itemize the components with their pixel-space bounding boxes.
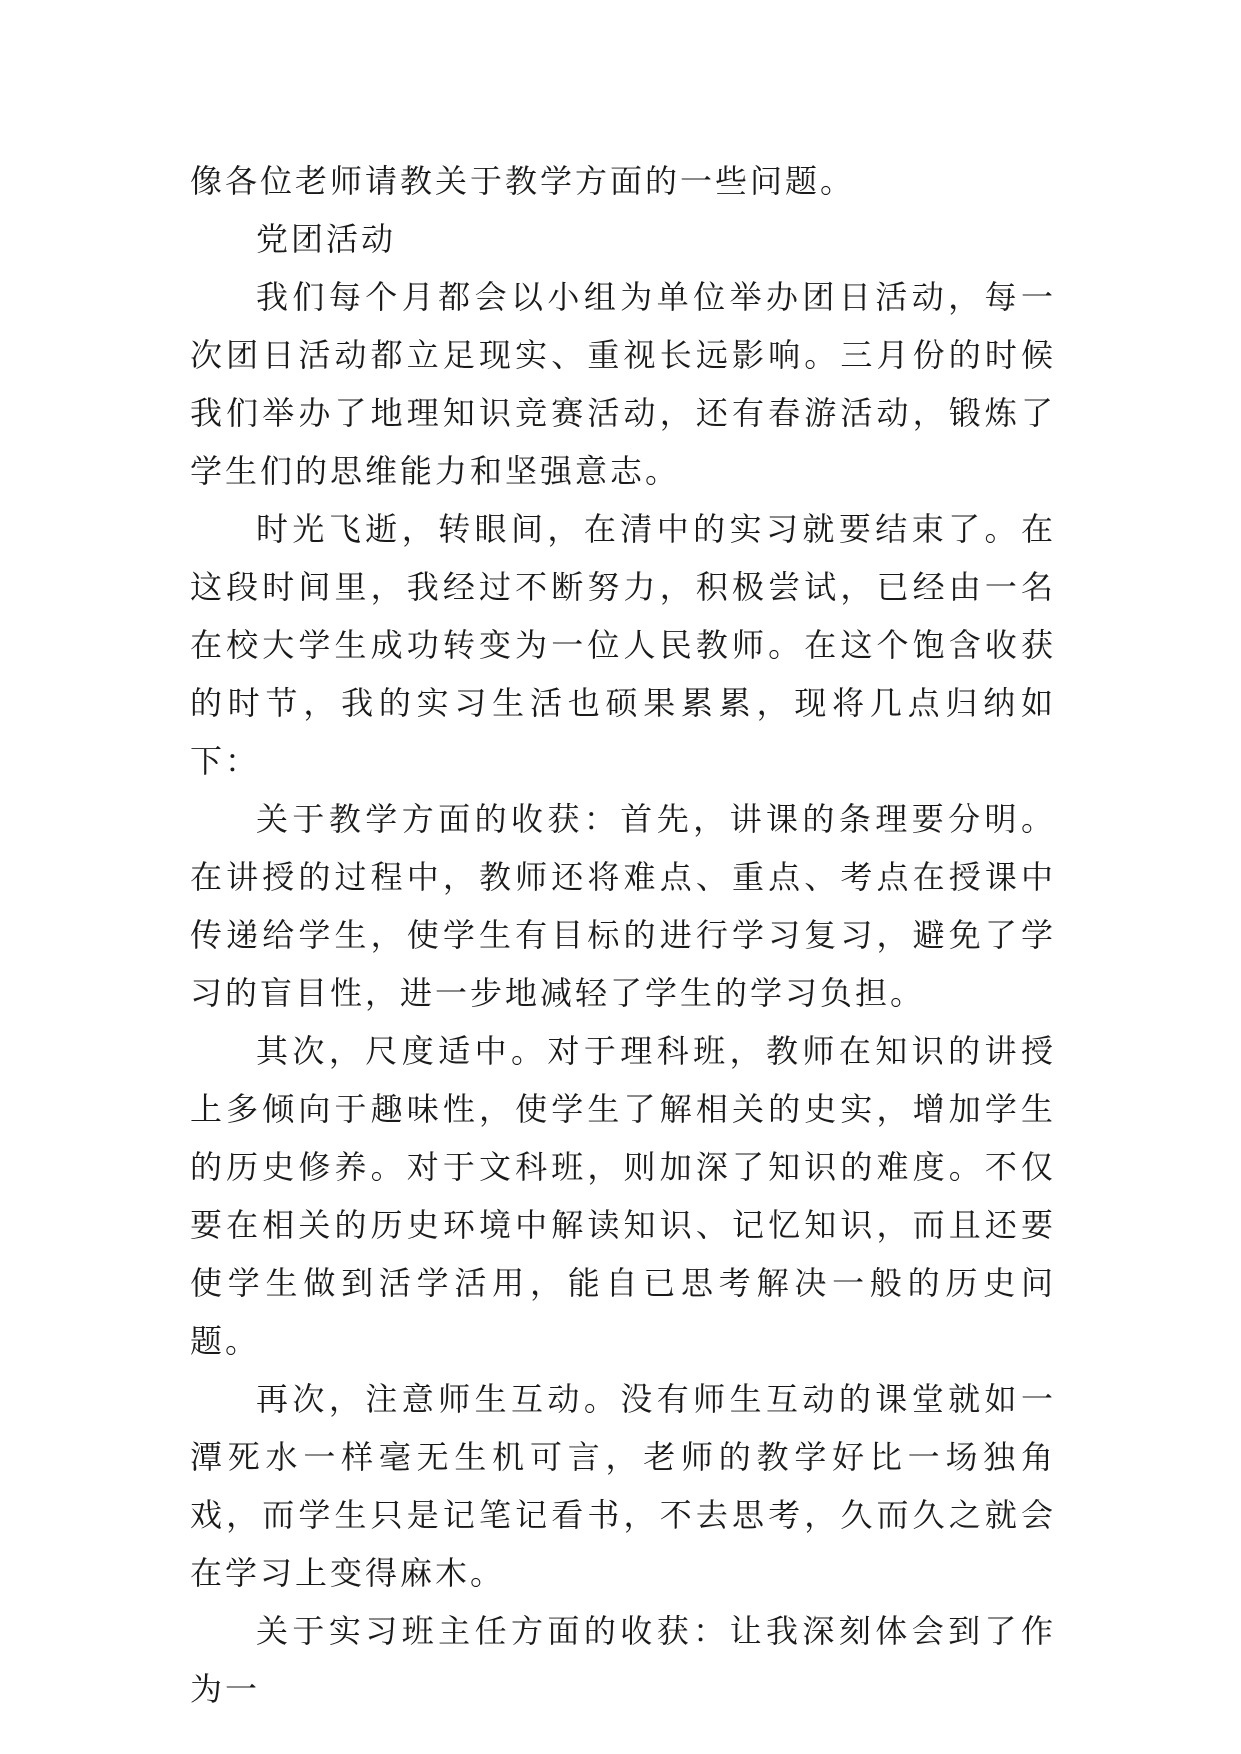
paragraph-internship-summary: 时光飞逝，转眼间，在清中的实习就要结束了。在这段时间里，我经过不断努力，积极尝试，已经由一名在校大学生成功转变为一位人民教师。在这个饱含收获的时节，我的实习生活也硕果累累，现将几点归纳如下： (190, 510, 1056, 780)
paragraph-teaching-gains: 关于教学方面的收获：首先，讲课的条理要分明。在讲授的过程中，教师还将难点、重点、考点在授课中传递给学生，使学生有目标的进行学习复习，避免了学习的盲目性，进一步地减轻了学生的学习负担。 (190, 800, 1056, 1012)
document-body (190, 152, 1056, 1718)
paragraph-league-activities: 我们每个月都会以小组为单位举办团日活动，每一次团日活动都立足现实、重视长远影响。三月份的时候我们举办了地理知识竞赛活动，还有春游活动，锻炼了学生们的思维能力和坚强意志。 (190, 278, 1056, 490)
paragraph-moderate-scale: 其次，尺度适中。对于理科班，教师在知识的讲授上多倾向于趣味性，使学生了解相关的史实，增加学生的历史修养。对于文科班，则加深了知识的难度。不仅要在相关的历史环境中解读知识、记忆知识，而且还要使学生做到活学活用，能自已思考解决一般的历史问题。 (190, 1032, 1056, 1360)
paragraph-interaction: 再次，注意师生互动。没有师生互动的课堂就如一潭死水一样毫无生机可言，老师的教学好比一场独角戏，而学生只是记笔记看书，不去思考，久而久之就会在学习上变得麻木。 (190, 1380, 1056, 1592)
paragraph-head-teacher-gains: 关于实习班主任方面的收获：让我深刻体会到了作为一 (190, 1612, 1056, 1708)
section-heading-party-activities: 党团活动 (256, 220, 397, 258)
paragraph-continuation: 像各位老师请教关于教学方面的一些问题。 (190, 162, 856, 200)
